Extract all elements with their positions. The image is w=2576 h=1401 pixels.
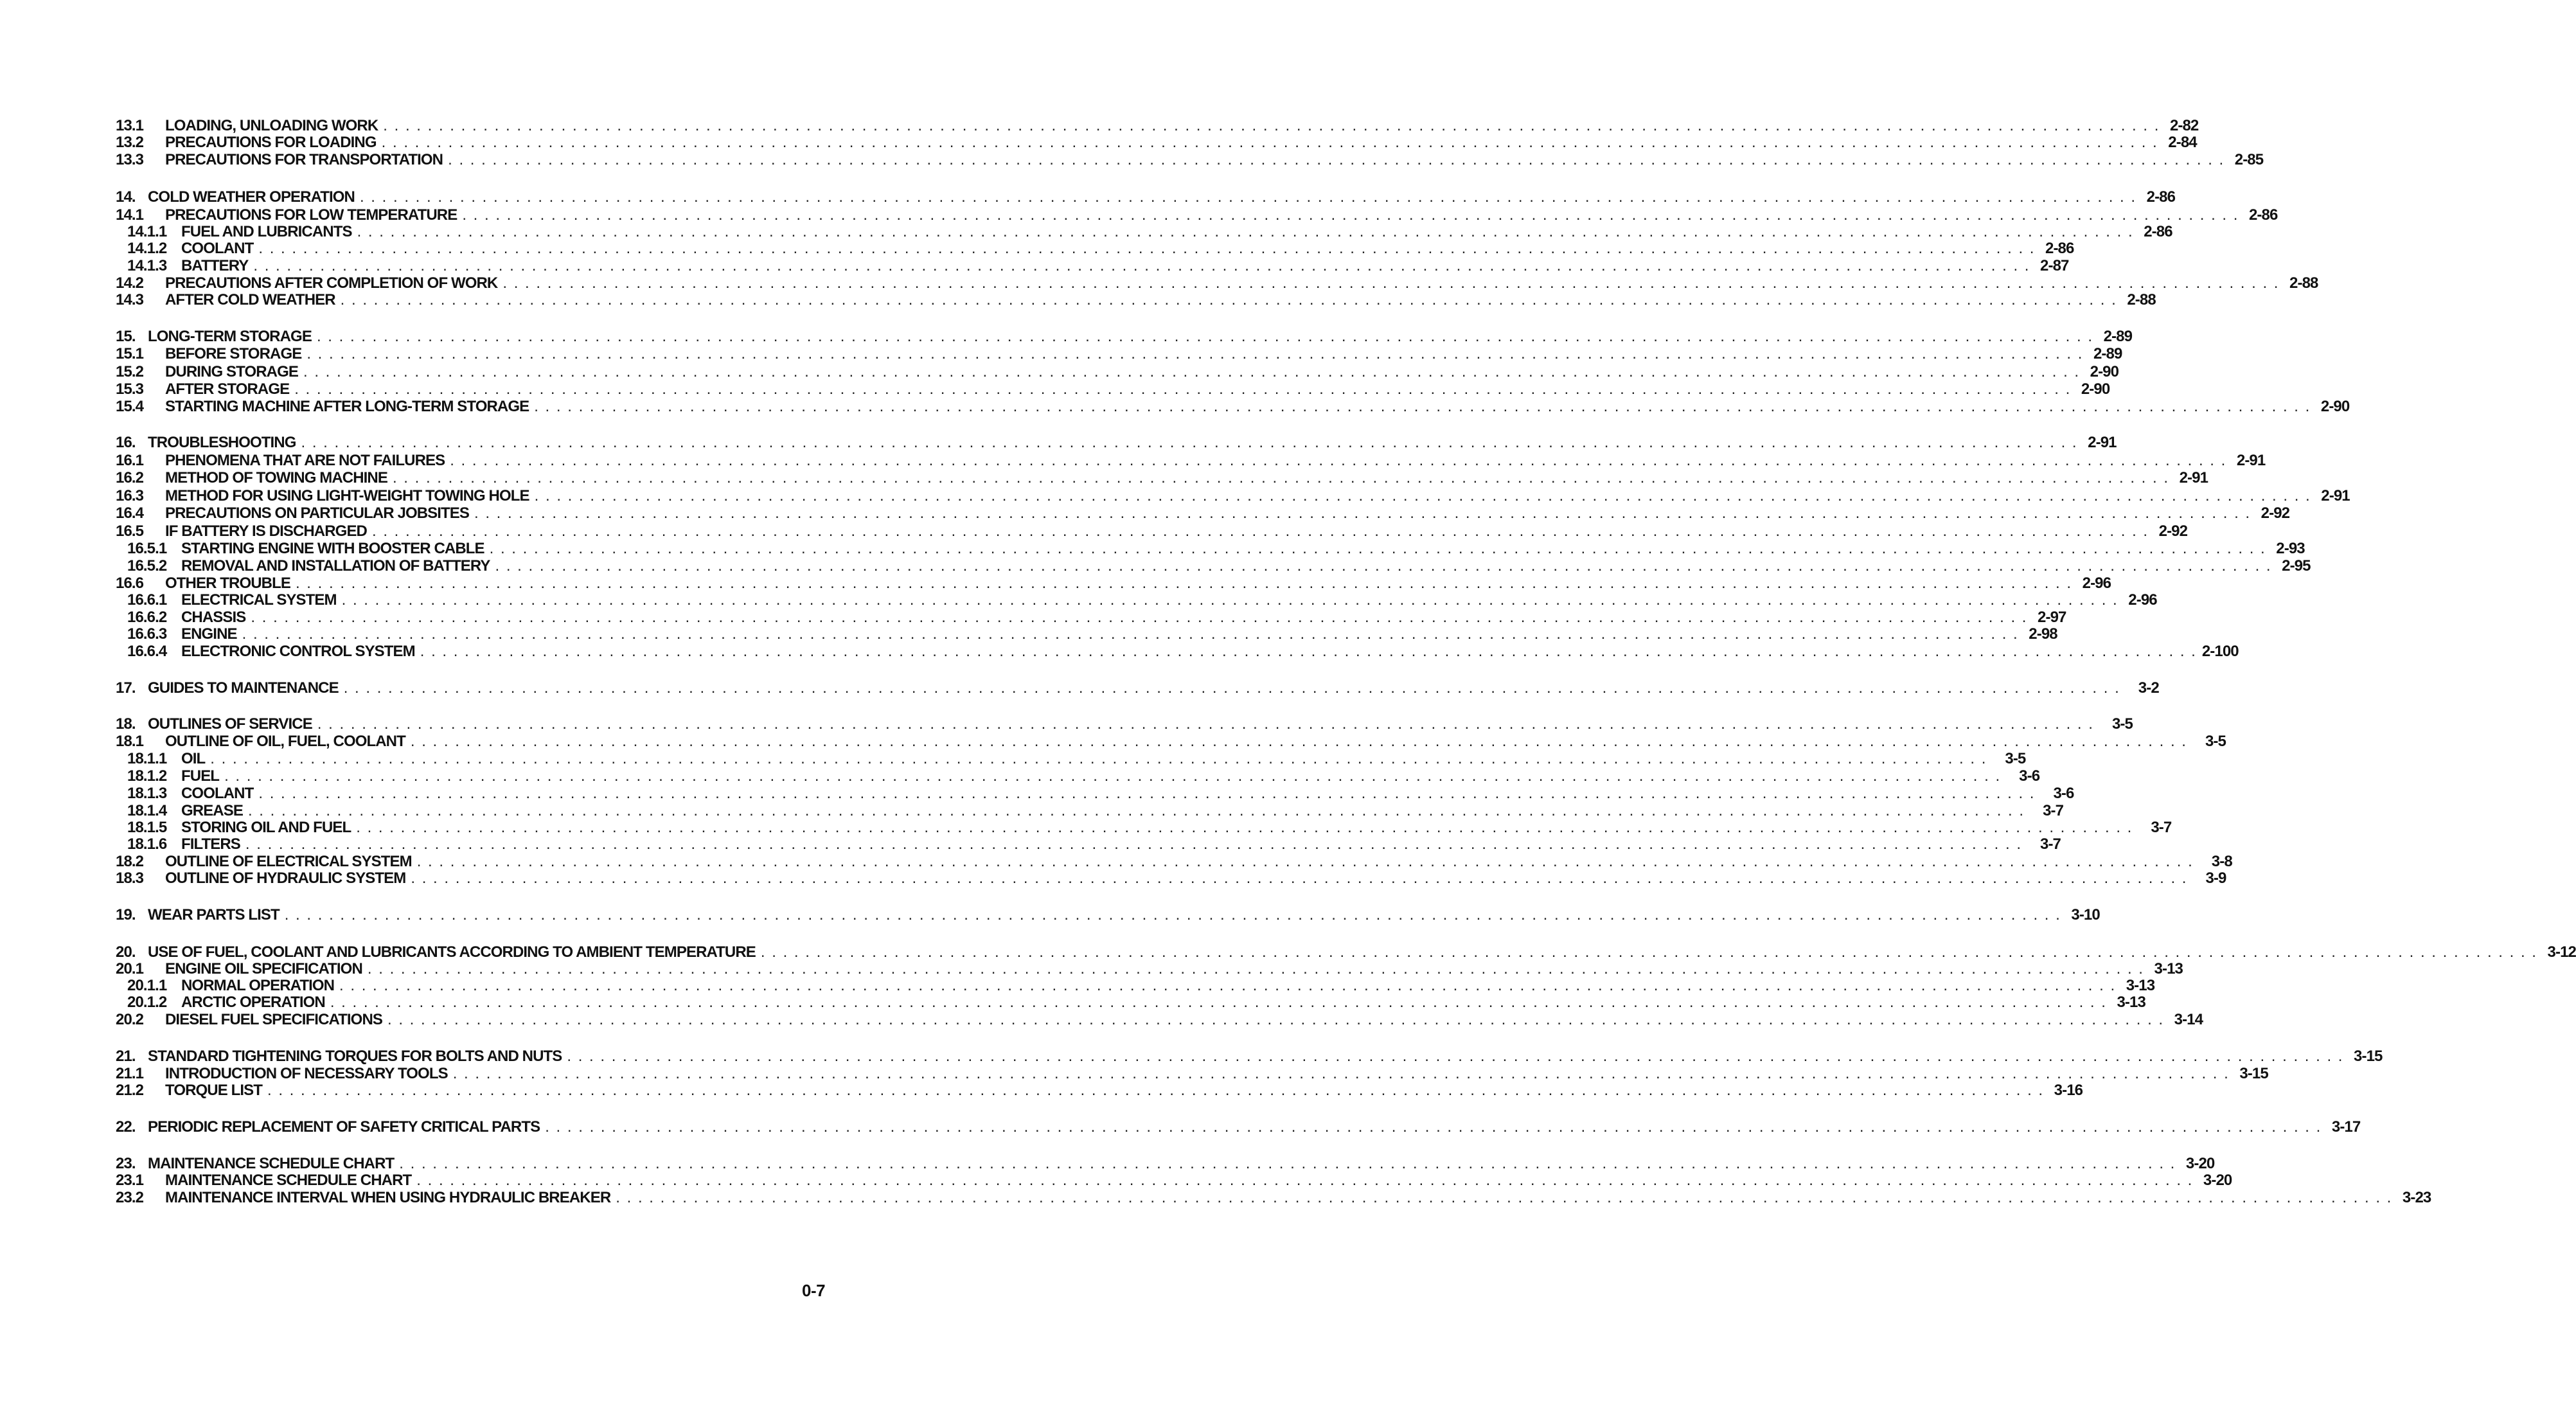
toc-entry-page: 2-84 <box>2168 134 2197 151</box>
toc-entry-number: 18.1.6 <box>127 835 167 853</box>
dot-leader: . . . . . . . . . . . . . . . . . . . . . . . . . . . . . . . . . . . . . . . . . . . . . . . . . . . . . . . . . . . . . . . . . . . . . . . . . . . . . . . . . . . . . . . . . . . . . . . . . . . . . . . . . . . . . . . . . . . . . . . . . . . . . . . . . . . . . . . . . . . . . . . . . . . . . . . . . . . . . . . . <box>317 715 2094 733</box>
toc-entry[interactable] <box>116 363 2119 380</box>
dot-leader: . . . . . . . . . . . . . . . . . . . . . . . . . . . . . . . . . . . . . . . . . . . . . . . . . . . . . . . . . . . . . . . . . . . . . . . . . . . . . . . . . . . . . . . . . . . . . . . . . . . . . . . . . . . . . . . . . . . . . . . . . . . . . . . . . . . . . . . . . . . . . . . . . . . . . . . . . . . . . . . . <box>616 1189 2393 1206</box>
toc-entry-page: 2-91 <box>2236 452 2266 469</box>
toc-entry-number: 13.3 <box>116 151 144 168</box>
toc-entry-title: PERIODIC REPLACEMENT OF SAFETY CRITICAL PARTS <box>148 1118 540 1136</box>
toc-entry-title: FUEL <box>181 767 220 785</box>
toc-entry-title: STORING OIL AND FUEL <box>181 819 351 836</box>
toc-entry[interactable] <box>116 960 2183 977</box>
toc-entry-title: BEFORE STORAGE <box>165 345 302 362</box>
toc-entry-page: 3-13 <box>2117 994 2145 1011</box>
dot-leader: . . . . . . . . . . . . . . . . . . . . . . . . . . . . . . . . . . . . . . . . . . . . . . . . . . . . . . . . . . . . . . . . . . . . . . . . . . . . . . . . . . . . . . . . . . . . . . . . . . . . . . . . . . . . . . . . . . . . . . . . . . . . . . . . . . . . . . . . . . . . . . . . . . . . . . . . . . . . . . . . <box>356 819 2133 836</box>
toc-entry-number: 16.6 <box>116 575 144 592</box>
toc-entry-title: METHOD FOR USING LIGHT-WEIGHT TOWING HOLE <box>165 487 529 504</box>
toc-entry[interactable] <box>127 750 2026 767</box>
toc-entry[interactable] <box>116 398 2350 415</box>
toc-entry-page: 3-15 <box>2354 1048 2383 1065</box>
toc-entry[interactable] <box>127 223 2172 240</box>
dot-leader: . . . . . . . . . . . . . . . . . . . . . . . . . . . . . . . . . . . . . . . . . . . . . . . . . . . . . . . . . . . . . . . . . . . . . . . . . . . . . . . . . . . . . . . . . . . . . . . . . . . . . . . . . . . . . . . . . . . . . . . . . . . . . . . . . . . . . . . . . . . . . . . . . . . . . . . . . . . . . . . . <box>392 469 2170 486</box>
dot-leader: . . . . . . . . . . . . . . . . . . . . . . . . . . . . . . . . . . . . . . . . . . . . . . . . . . . . . . . . . . . . . . . . . . . . . . . . . . . . . . . . . . . . . . . . . . . . . . . . . . . . . . . . . . . . . . . . . . . . . . . . . . . . . . . . . . . . . . . . . . . . . . . . . . . . . . . . . . . . . . . . <box>410 733 2187 750</box>
dot-leader: . . . . . . . . . . . . . . . . . . . . . . . . . . . . . . . . . . . . . . . . . . . . . . . . . . . . . . . . . . . . . . . . . . . . . . . . . . . . . . . . . . . . . . . . . . . . . . . . . . . . . . . . . . . . . . . . . . . . . . . . . . . . . . . . . . . . . . . . . . . . . . . . . . . . . . . . . . . . . . . . <box>253 257 2030 274</box>
toc-entry-title: ENGINE <box>181 625 237 643</box>
toc-entry-title: METHOD OF TOWING MACHINE <box>165 469 387 486</box>
toc-entry[interactable] <box>116 188 2176 206</box>
toc-entry-number: 20. <box>116 943 136 961</box>
toc-entry-page: 2-86 <box>2146 188 2176 206</box>
toc-entry-number: 15.2 <box>116 363 144 380</box>
toc-entry-page: 2-91 <box>2088 434 2117 451</box>
toc-entry-number: 15.1 <box>116 345 144 362</box>
toc-entry[interactable] <box>127 802 2064 819</box>
toc-entry[interactable] <box>127 977 2155 994</box>
toc-entry-number: 14.2 <box>116 274 144 292</box>
toc-entry-title: MAINTENANCE INTERVAL WHEN USING HYDRAULIC BREAKER <box>165 1189 611 1206</box>
toc-entry-title: DIESEL FUEL SPECIFICATIONS <box>165 1011 382 1028</box>
toc-entry-number: 18. <box>116 715 136 733</box>
toc-entry-number: 16.6.4 <box>127 643 167 660</box>
toc-entry[interactable] <box>116 380 2110 398</box>
dot-leader: . . . . . . . . . . . . . . . . . . . . . . . . . . . . . . . . . . . . . . . . . . . . . . . . . . . . . . . . . . . . . . . . . . . . . . . . . . . . . . . . . . . . . . . . . . . . . . . . . . . . . . . . . . . . . . . . . . . . . . . . . . . . . . . . . . . . . . . . . . . . . . . . . . . . . . . . . . . . . . . . <box>267 1082 2045 1099</box>
toc-entry-title: NORMAL OPERATION <box>181 977 335 994</box>
dot-leader: . . . . . . . . . . . . . . . . . . . . . . . . . . . . . . . . . . . . . . . . . . . . . . . . . . . . . . . . . . . . . . . . . . . . . . . . . . . . . . . . . . . . . . . . . . . . . . . . . . . . . . . . . . . . . . . . . . . . . . . . . . . . . . . . . . . . . . . . . . . . . . . . . . . . . . . . . . . . . . . . <box>258 240 2036 257</box>
toc-entry[interactable] <box>116 151 2264 168</box>
toc-entry-title: OUTLINE OF OIL, FUEL, COOLANT <box>165 733 405 750</box>
toc-entry-page: 3-12 <box>2547 943 2576 961</box>
toc-entry-title: PRECAUTIONS ON PARTICULAR JOBSITES <box>165 504 469 522</box>
toc-entry-title: WEAR PARTS LIST <box>148 906 280 924</box>
toc-entry-number: 18.3 <box>116 870 144 887</box>
toc-entry-page: 2-97 <box>2038 609 2066 626</box>
dot-leader: . . . . . . . . . . . . . . . . . . . . . . . . . . . . . . . . . . . . . . . . . . . . . . . . . . . . . . . . . . . . . . . . . . . . . . . . . . . . . . . . . . . . . . . . . . . . . . . . . . . . . . . . . . . . . . . . . . . . . . . . . . . . . . . . . . . . . . . . . . . . . . . . . . . . . . . . . . . . . . . . <box>258 785 2036 802</box>
toc-entry-number: 17. <box>116 679 136 697</box>
toc-entry[interactable] <box>127 609 2066 626</box>
toc-entry-title: ELECTRICAL SYSTEM <box>181 591 337 609</box>
dot-leader: . . . . . . . . . . . . . . . . . . . . . . . . . . . . . . . . . . . . . . . . . . . . . . . . . . . . . . . . . . . . . . . . . . . . . . . . . . . . . . . . . . . . . . . . . . . . . . . . . . . . . . . . . . . . . . . . . . . . . . . . . . . . . . . . . . . . . . . . . . . . . . . . . . . . . . . . . . . . . . . . <box>381 134 2158 151</box>
toc-entry[interactable] <box>127 819 2172 836</box>
toc-entry[interactable] <box>116 452 2266 469</box>
toc-entry-title: AFTER STORAGE <box>165 380 290 398</box>
toc-entry-title: COOLANT <box>181 785 254 802</box>
dot-leader: . . . . . . . . . . . . . . . . . . . . . . . . . . . . . . . . . . . . . . . . . . . . . . . . . . . . . . . . . . . . . . . . . . . . . . . . . . . . . . . . . . . . . . . . . . . . . . . . . . . . . . . . . . . . . . . . . . . . . . . . . . . . . . . . . . . . . . . . . . . . . . . . . . . . . . . . . . . . . . . . <box>330 994 2107 1011</box>
toc-entry-page: 3-23 <box>2402 1189 2431 1206</box>
toc-entry[interactable] <box>116 1118 2361 1136</box>
dot-leader: . . . . . . . . . . . . . . . . . . . . . . . . . . . . . . . . . . . . . . . . . . . . . . . . . . . . . . . . . . . . . . . . . . . . . . . . . . . . . . . . . . . . . . . . . . . . . . . . . . . . . . . . . . . . . . . . . . . . . . . . . . . . . . . . . . . . . . . . . . . . . . . . . . . . . . . . . . . . . . . . <box>301 434 2078 451</box>
dot-leader: . . . . . . . . . . . . . . . . . . . . . . . . . . . . . . . . . . . . . . . . . . . . . . . . . . . . . . . . . . . . . . . . . . . . . . . . . . . . . . . . . . . . . . . . . . . . . . . . . . . . . . . . . . . . . . . . . . . . . . . . . . . . . . . . . . . . . . . . . . . . . . . . . . . . . . . . . . . . . . . . <box>340 291 2117 308</box>
toc-entry-title: OTHER TROUBLE <box>165 575 290 592</box>
toc-entry-page: 3-5 <box>2005 750 2026 767</box>
toc-entry-page: 3-5 <box>2111 715 2133 733</box>
toc-entry-page: 3-5 <box>2205 733 2226 750</box>
toc-entry-page: 2-96 <box>2082 575 2111 592</box>
toc-entry-number: 16.6.3 <box>127 625 167 643</box>
toc-entry-page: 3-6 <box>2053 785 2074 802</box>
dot-leader: . . . . . . . . . . . . . . . . . . . . . . . . . . . . . . . . . . . . . . . . . . . . . . . . . . . . . . . . . . . . . . . . . . . . . . . . . . . . . . . . . . . . . . . . . . . . . . . . . . . . . . . . . . . . . . . . . . . . . . . . . . . . . . . . . . . . . . . . . . . . . . . . . . . . . . . . . . . . . . . . <box>210 750 1987 767</box>
toc-entry[interactable] <box>116 1082 2083 1099</box>
toc-entry[interactable] <box>116 1172 2232 1189</box>
toc-entry-number: 14.1.1 <box>127 223 167 240</box>
toc-entry[interactable] <box>116 117 2199 134</box>
toc-entry[interactable] <box>116 206 2278 224</box>
toc-entry-number: 18.1.1 <box>127 750 167 767</box>
toc-entry-title: PRECAUTIONS FOR TRANSPORTATION <box>165 151 443 168</box>
toc-entry-title: COOLANT <box>181 240 254 257</box>
toc-entry-page: 3-2 <box>2138 679 2159 697</box>
toc-entry-number: 16.6.1 <box>127 591 167 609</box>
toc-entry[interactable] <box>116 522 2188 540</box>
toc-entry-number: 20.1 <box>116 960 144 977</box>
toc-entry-number: 16.5.1 <box>127 540 167 557</box>
toc-entry-number: 20.2 <box>116 1011 144 1028</box>
toc-entry-page: 3-13 <box>2126 977 2155 994</box>
dot-leader: . . . . . . . . . . . . . . . . . . . . . . . . . . . . . . . . . . . . . . . . . . . . . . . . . . . . . . . . . . . . . . . . . . . . . . . . . . . . . . . . . . . . . . . . . . . . . . . . . . . . . . . . . . . . . . . . . . . . . . . . . . . . . . . . . . . . . . . . . . . . . . . . . . . . . . . . . . . . . . . . <box>343 679 2120 697</box>
toc-entry[interactable] <box>116 1065 2268 1082</box>
toc-entry[interactable] <box>116 504 2290 522</box>
toc-entry[interactable] <box>116 733 2226 750</box>
toc-entry[interactable] <box>116 291 2156 308</box>
toc-entry[interactable] <box>116 469 2208 486</box>
toc-entry-page: 2-98 <box>2029 625 2057 643</box>
page-number: 0-7 <box>802 1281 826 1300</box>
toc-entry[interactable] <box>116 345 2122 362</box>
toc-entry-title: COLD WEATHER OPERATION <box>148 188 355 206</box>
toc-entry-title: OUTLINE OF ELECTRICAL SYSTEM <box>165 853 412 870</box>
toc-entry[interactable] <box>116 328 2133 345</box>
toc-entry-title: LONG-TERM STORAGE <box>148 328 312 345</box>
toc-entry-number: 21.2 <box>116 1082 144 1099</box>
toc-entry-title: FILTERS <box>181 835 240 853</box>
toc-entry-page: 2-90 <box>2090 363 2119 380</box>
dot-leader: . . . . . . . . . . . . . . . . . . . . . . . . . . . . . . . . . . . . . . . . . . . . . . . . . . . . . . . . . . . . . . . . . . . . . . . . . . . . . . . . . . . . . . . . . . . . . . . . . . . . . . . . . . . . . . . . . . . . . . . . . . . . . . . . . . . . . . . . . . . . . . . . . . . . . . . . . . . . . . . . <box>284 906 2061 924</box>
toc-entry-page: 3-10 <box>2071 906 2100 924</box>
toc-entry-page: 2-92 <box>2261 504 2290 522</box>
toc-entry[interactable] <box>116 134 2197 151</box>
toc-entry-title: STARTING MACHINE AFTER LONG-TERM STORAGE <box>165 398 529 415</box>
toc-entry-number: 19. <box>116 906 136 924</box>
toc-entry-title: INTRODUCTION OF NECESSARY TOOLS <box>165 1065 448 1082</box>
toc-entry-title: IF BATTERY IS DISCHARGED <box>165 522 367 540</box>
toc-entry[interactable] <box>127 835 2061 853</box>
toc-entry-page: 2-92 <box>2158 522 2188 540</box>
toc-entry-title: ARCTIC OPERATION <box>181 994 325 1011</box>
toc-entry[interactable] <box>127 994 2145 1011</box>
toc-entry[interactable] <box>127 557 2311 575</box>
toc-entry-number: 21. <box>116 1048 136 1065</box>
toc-entry-page: 3-14 <box>2174 1011 2203 1028</box>
toc-entry[interactable] <box>116 715 2133 733</box>
toc-entry-number: 23.1 <box>116 1172 144 1189</box>
toc-entry-page: 2-93 <box>2276 540 2305 557</box>
toc-entry-number: 20.1.2 <box>127 994 167 1011</box>
toc-entry-title: PRECAUTIONS FOR LOW TEMPERATURE <box>165 206 457 224</box>
dot-leader: . . . . . . . . . . . . . . . . . . . . . . . . . . . . . . . . . . . . . . . . . . . . . . . . . . . . . . . . . . . . . . . . . . . . . . . . . . . . . . . . . . . . . . . . . . . . . . . . . . . . . . . . . . . . . . . . . . . . . . . . . . . . . . . . . . . . . . . . . . . . . . . . . . . . . . . . . . . . . . . . <box>452 1065 2230 1082</box>
toc-entry-number: 18.1.2 <box>127 767 167 785</box>
dot-leader: . . . . . . . . . . . . . . . . . . . . . . . . . . . . . . . . . . . . . . . . . . . . . . . . . . . . . . . . . . . . . . . . . . . . . . . . . . . . . . . . . . . . . . . . . . . . . . . . . . . . . . . . . . . . . . . . . . . . . . . . . . . . . . . . . . . . . . . . . . . . . . . . . . . . . . . . . . . . . . . . <box>357 223 2134 240</box>
toc-entry-number: 22. <box>116 1118 136 1136</box>
toc-entry-title: PRECAUTIONS FOR LOADING <box>165 134 377 151</box>
dot-leader: . . . . . . . . . . . . . . . . . . . . . . . . . . . . . . . . . . . . . . . . . . . . . . . . . . . . . . . . . . . . . . . . . . . . . . . . . . . . . . . . . . . . . . . . . . . . . . . . . . . . . . . . . . . . . . . . . . . . . . . . . . . . . . . . . . . . . . . . . . . . . . . . . . . . . . . . . . . . . . . . <box>450 452 2227 469</box>
toc-entry-number: 16.5 <box>116 522 144 540</box>
toc-entry-page: 3-17 <box>2331 1118 2361 1136</box>
toc-entry-page: 2-91 <box>2179 469 2208 486</box>
toc-entry-title: BATTERY <box>181 257 249 274</box>
toc-entry-number: 23.2 <box>116 1189 144 1206</box>
dot-leader: . . . . . . . . . . . . . . . . . . . . . . . . . . . . . . . . . . . . . . . . . . . . . . . . . . . . . . . . . . . . . . . . . . . . . . . . . . . . . . . . . . . . . . . . . . . . . . . . . . . . . . . . . . . . . . . . . . . . . . . . . . . . . . . . . . . . . . . . . . . . . . . . . . . . . . . . . . . . . . . . <box>294 380 2072 398</box>
toc-entry-number: 15.3 <box>116 380 144 398</box>
dot-leader: . . . . . . . . . . . . . . . . . . . . . . . . . . . . . . . . . . . . . . . . . . . . . . . . . . . . . . . . . . . . . . . . . . . . . . . . . . . . . . . . . . . . . . . . . . . . . . . . . . . . . . . . . . . . . . . . . . . . . . . . . . . . . . . . . . . . . . . . . . . . . . . . . . . . . . . . . . . . . . . . <box>303 363 2081 380</box>
toc-entry-page: 3-9 <box>2205 870 2226 887</box>
toc-entry-title: PHENOMENA THAT ARE NOT FAILURES <box>165 452 445 469</box>
dot-leader: . . . . . . . . . . . . . . . . . . . . . . . . . . . . . . . . . . . . . . . . . . . . . . . . . . . . . . . . . . . . . . . . . . . . . . . . . . . . . . . . . . . . . . . . . . . . . . . . . . . . . . . . . . . . . . . . . . . . . . . . . . . . . . . . . . . . . . . . . . . . . . . . . . . . . . . . . . . . . . . . <box>474 504 2252 522</box>
toc-entry-page: 3-20 <box>2185 1155 2215 1172</box>
toc-entry-page: 3-7 <box>2040 835 2061 853</box>
toc-entry-page: 2-100 <box>2201 643 2239 660</box>
toc-entry-title: OUTLINE OF HYDRAULIC SYSTEM <box>165 870 406 887</box>
toc-entry-page: 3-15 <box>2239 1065 2268 1082</box>
toc-entry-number: 16. <box>116 434 136 451</box>
toc-entry-number: 15. <box>116 328 136 345</box>
toc-entry-title: STANDARD TIGHTENING TORQUES FOR BOLTS AND NUTS <box>148 1048 562 1065</box>
toc-entry-title: FUEL AND LUBRICANTS <box>181 223 352 240</box>
dot-leader: . . . . . . . . . . . . . . . . . . . . . . . . . . . . . . . . . . . . . . . . . . . . . . . . . . . . . . . . . . . . . . . . . . . . . . . . . . . . . . . . . . . . . . . . . . . . . . . . . . . . . . . . . . . . . . . . . . . . . . . . . . . . . . . . . . . . . . . . . . . . . . . . . . . . . . . . . . . . . . . . <box>359 188 2137 206</box>
dot-leader: . . . . . . . . . . . . . . . . . . . . . . . . . . . . . . . . . . . . . . . . . . . . . . . . . . . . . . . . . . . . . . . . . . . . . . . . . . . . . . . . . . . . . . . . . . . . . . . . . . . . . . . . . . . . . . . . . . . . . . . . . . . . . . . . . . . . . . . . . . . . . . . . . . . . . . . . . . . . . . . . <box>416 853 2194 870</box>
toc-entry-number: 14.3 <box>116 291 144 308</box>
dot-leader: . . . . . . . . . . . . . . . . . . . . . . . . . . . . . . . . . . . . . . . . . . . . . . . . . . . . . . . . . . . . . . . . . . . . . . . . . . . . . . . . . . . . . . . . . . . . . . . . . . . . . . . . . . . . . . . . . . . . . . . . . . . . . . . . . . . . . . . . . . . . . . . . . . . . . . . . . . . . . . . . <box>416 1172 2194 1189</box>
toc-entry-number: 14. <box>116 188 136 206</box>
toc-entry-page: 3-7 <box>2151 819 2172 836</box>
toc-entry-page: 2-90 <box>2081 380 2110 398</box>
dot-leader: . . . . . . . . . . . . . . . . . . . . . . . . . . . . . . . . . . . . . . . . . . . . . . . . . . . . . . . . . . . . . . . . . . . . . . . . . . . . . . . . . . . . . . . . . . . . . . . . . . . . . . . . . . . . . . . . . . . . . . . . . . . . . . . . . . . . . . . . . . . . . . . . . . . . . . . . . . . . . . . . <box>224 767 2002 785</box>
toc-entry-number: 18.1.4 <box>127 802 167 819</box>
toc-entry[interactable] <box>116 575 2111 592</box>
toc-entry[interactable] <box>116 943 2576 961</box>
toc-entry-number: 16.2 <box>116 469 144 486</box>
toc-entry-number: 18.2 <box>116 853 144 870</box>
toc-entry-page: 2-96 <box>2128 591 2157 609</box>
toc-entry-page: 2-85 <box>2234 151 2264 168</box>
dot-leader: . . . . . . . . . . . . . . . . . . . . . . . . . . . . . . . . . . . . . . . . . . . . . . . . . . . . . . . . . . . . . . . . . . . . . . . . . . . . . . . . . . . . . . . . . . . . . . . . . . . . . . . . . . . . . . . . . . . . . . . . . . . . . . . . . . . . . . . . . . . . . . . . . . . . . . . . . . . . . . . . <box>448 151 2225 168</box>
toc-entry[interactable] <box>116 434 2117 451</box>
toc-entry-number: 14.1.2 <box>127 240 167 257</box>
toc-entry[interactable] <box>127 625 2057 643</box>
toc-entry-number: 21.1 <box>116 1065 144 1082</box>
toc-entry-number: 16.3 <box>116 487 144 504</box>
dot-leader: . . . . . . . . . . . . . . . . . . . . . . . . . . . . . . . . . . . . . . . . . . . . . . . . . . . . . . . . . . . . . . . . . . . . . . . . . . . . . . . . . . . . . . . . . . . . . . . . . . . . . . . . . . . . . . . . . . . . . . . . . . . . . . . . . . . . . . . . . . . . . . . . . . . . . . . . . . . . . . . . <box>420 643 2197 660</box>
dot-leader: . . . . . . . . . . . . . . . . . . . . . . . . . . . . . . . . . . . . . . . . . . . . . . . . . . . . . . . . . . . . . . . . . . . . . . . . . . . . . . . . . . . . . . . . . . . . . . . . . . . . . . . . . . . . . . . . . . . . . . . . . . . . . . . . . . . . . . . . . . . . . . . . . . . . . . . . . . . . . . . . <box>495 557 2272 575</box>
dot-leader: . . . . . . . . . . . . . . . . . . . . . . . . . . . . . . . . . . . . . . . . . . . . . . . . . . . . . . . . . . . . . . . . . . . . . . . . . . . . . . . . . . . . . . . . . . . . . . . . . . . . . . . . . . . . . . . . . . . . . . . . . . . . . . . . . . . . . . . . . . . . . . . . . . . . . . . . . . . . . . . . <box>341 591 2119 609</box>
dot-leader: . . . . . . . . . . . . . . . . . . . . . . . . . . . . . . . . . . . . . . . . . . . . . . . . . . . . . . . . . . . . . . . . . . . . . . . . . . . . . . . . . . . . . . . . . . . . . . . . . . . . . . . . . . . . . . . . . . . . . . . . . . . . . . . . . . . . . . . . . . . . . . . . . . . . . . . . . . . . . . . . <box>489 540 2266 557</box>
toc-entry-page: 2-90 <box>2320 398 2350 415</box>
toc-entry-number: 14.1.3 <box>127 257 167 274</box>
toc-entry[interactable] <box>116 1011 2203 1028</box>
toc-entry-title: REMOVAL AND INSTALLATION OF BATTERY <box>181 557 490 575</box>
dot-leader: . . . . . . . . . . . . . . . . . . . . . . . . . . . . . . . . . . . . . . . . . . . . . . . . . . . . . . . . . . . . . . . . . . . . . . . . . . . . . . . . . . . . . . . . . . . . . . . . . . . . . . . . . . . . . . . . . . . . . . . . . . . . . . . . . . . . . . . . . . . . . . . . . . . . . . . . . . . . . . . . <box>462 206 2239 224</box>
toc-entry-title: LOADING, UNLOADING WORK <box>165 117 378 134</box>
toc-entry-page: 2-86 <box>2045 240 2074 257</box>
dot-leader: . . . . . . . . . . . . . . . . . . . . . . . . . . . . . . . . . . . . . . . . . . . . . . . . . . . . . . . . . . . . . . . . . . . . . . . . . . . . . . . . . . . . . . . . . . . . . . . . . . . . . . . . . . . . . . . . . . . . . . . . . . . . . . . . . . . . . . . . . . . . . . . . . . . . . . . . . . . . . . . . <box>545 1118 2322 1136</box>
dot-leader: . . . . . . . . . . . . . . . . . . . . . . . . . . . . . . . . . . . . . . . . . . . . . . . . . . . . . . . . . . . . . . . . . . . . . . . . . . . . . . . . . . . . . . . . . . . . . . . . . . . . . . . . . . . . . . . . . . . . . . . . . . . . . . . . . . . . . . . . . . . . . . . . . . . . . . . . . . . . . . . . <box>339 977 2117 994</box>
toc-entry-title: MAINTENANCE SCHEDULE CHART <box>148 1155 395 1172</box>
dot-leader: . . . . . . . . . . . . . . . . . . . . . . . . . . . . . . . . . . . . . . . . . . . . . . . . . . . . . . . . . . . . . . . . . . . . . . . . . . . . . . . . . . . . . . . . . . . . . . . . . . . . . . . . . . . . . . . . . . . . . . . . . . . . . . . . . . . . . . . . . . . . . . . . . . . . . . . . . . . . . . . . <box>534 487 2311 504</box>
dot-leader: . . . . . . . . . . . . . . . . . . . . . . . . . . . . . . . . . . . . . . . . . . . . . . . . . . . . . . . . . . . . . . . . . . . . . . . . . . . . . . . . . . . . . . . . . . . . . . . . . . . . . . . . . . . . . . . . . . . . . . . . . . . . . . . . . . . . . . . . . . . . . . . . . . . . . . . . . . . . . . . . <box>295 575 2073 592</box>
dot-leader: . . . . . . . . . . . . . . . . . . . . . . . . . . . . . . . . . . . . . . . . . . . . . . . . . . . . . . . . . . . . . . . . . . . . . . . . . . . . . . . . . . . . . . . . . . . . . . . . . . . . . . . . . . . . . . . . . . . . . . . . . . . . . . . . . . . . . . . . . . . . . . . . . . . . . . . . . . . . . . . . <box>383 117 2160 134</box>
toc-entry[interactable] <box>116 870 2226 887</box>
toc-entry-page: 2-95 <box>2282 557 2311 575</box>
toc-entry-number: 16.6.2 <box>127 609 167 626</box>
toc-entry-number: 16.5.2 <box>127 557 167 575</box>
toc-entry-title: GUIDES TO MAINTENANCE <box>148 679 339 697</box>
toc-entry-number: 16.1 <box>116 452 144 469</box>
toc-entry[interactable] <box>116 853 2232 870</box>
toc-entry[interactable] <box>127 540 2305 557</box>
toc-entry[interactable] <box>116 1048 2383 1065</box>
toc-entry-page: 2-87 <box>2040 257 2069 274</box>
toc-entry-title: ENGINE OIL SPECIFICATION <box>165 960 362 977</box>
toc-entry-number: 23. <box>116 1155 136 1172</box>
dot-leader: . . . . . . . . . . . . . . . . . . . . . . . . . . . . . . . . . . . . . . . . . . . . . . . . . . . . . . . . . . . . . . . . . . . . . . . . . . . . . . . . . . . . . . . . . . . . . . . . . . . . . . . . . . . . . . . . . . . . . . . . . . . . . . . . . . . . . . . . . . . . . . . . . . . . . . . . . . . . . . . . <box>371 522 2149 540</box>
toc-entry[interactable] <box>116 679 2159 697</box>
dot-leader: . . . . . . . . . . . . . . . . . . . . . . . . . . . . . . . . . . . . . . . . . . . . . . . . . . . . . . . . . . . . . . . . . . . . . . . . . . . . . . . . . . . . . . . . . . . . . . . . . . . . . . . . . . . . . . . . . . . . . . . . . . . . . . . . . . . . . . . . . . . . . . . . . . . . . . . . . . . . . . . . <box>306 345 2084 362</box>
toc-entry-number: 18.1.5 <box>127 819 167 836</box>
dot-leader: . . . . . . . . . . . . . . . . . . . . . . . . . . . . . . . . . . . . . . . . . . . . . . . . . . . . . . . . . . . . . . . . . . . . . . . . . . . . . . . . . . . . . . . . . . . . . . . . . . . . . . . . . . . . . . . . . . . . . . . . . . . . . . . . . . . . . . . . . . . . . . . . . . . . . . . . . . . . . . . . <box>316 328 2094 345</box>
toc-entry-number: 16.4 <box>116 504 144 522</box>
toc-entry[interactable] <box>116 274 2318 292</box>
toc-entry[interactable] <box>127 785 2074 802</box>
toc-entry-title: OIL <box>181 750 206 767</box>
toc-entry-title: CHASSIS <box>181 609 246 626</box>
toc-entry[interactable] <box>127 643 2239 660</box>
dot-leader: . . . . . . . . . . . . . . . . . . . . . . . . . . . . . . . . . . . . . . . . . . . . . . . . . . . . . . . . . . . . . . . . . . . . . . . . . . . . . . . . . . . . . . . . . . . . . . . . . . . . . . . . . . . . . . . . . . . . . . . . . . . . . . . . . . . . . . . . . . . . . . . . . . . . . . . . . . . . . . . . <box>247 802 2025 819</box>
toc-entry-page: 3-20 <box>2203 1172 2232 1189</box>
toc-entry-title: OUTLINES OF SERVICE <box>148 715 312 733</box>
dot-leader: . . . . . . . . . . . . . . . . . . . . . . . . . . . . . . . . . . . . . . . . . . . . . . . . . . . . . . . . . . . . . . . . . . . . . . . . . . . . . . . . . . . . . . . . . . . . . . . . . . . . . . . . . . . . . . . . . . . . . . . . . . . . . . . . . . . . . . . . . . . . . . . . . . . . . . . . . . . . . . . . <box>567 1048 2344 1065</box>
toc-entry-number: 14.1 <box>116 206 144 224</box>
dot-leader: . . . . . . . . . . . . . . . . . . . . . . . . . . . . . . . . . . . . . . . . . . . . . . . . . . . . . . . . . . . . . . . . . . . . . . . . . . . . . . . . . . . . . . . . . . . . . . . . . . . . . . . . . . . . . . . . . . . . . . . . . . . . . . . . . . . . . . . . . . . . . . . . . . . . . . . . . . . . . . . . <box>367 960 2144 977</box>
toc-entry-title: AFTER COLD WEATHER <box>165 291 335 308</box>
toc-entry-page: 2-91 <box>2321 487 2350 504</box>
toc-entry-number: 20.1.1 <box>127 977 167 994</box>
toc-entry-page: 3-7 <box>2043 802 2064 819</box>
toc-entry[interactable] <box>127 591 2157 609</box>
toc-entry-title: PRECAUTIONS AFTER COMPLETION OF WORK <box>165 274 498 292</box>
toc-entry-page: 3-8 <box>2211 853 2232 870</box>
dot-leader: . . . . . . . . . . . . . . . . . . . . . . . . . . . . . . . . . . . . . . . . . . . . . . . . . . . . . . . . . . . . . . . . . . . . . . . . . . . . . . . . . . . . . . . . . . . . . . . . . . . . . . . . . . . . . . . . . . . . . . . . . . . . . . . . . . . . . . . . . . . . . . . . . . . . . . . . . . . . . . . . <box>251 609 2028 626</box>
toc-entry-title: USE OF FUEL, COOLANT AND LUBRICANTS ACCORDING TO AMBIENT TEMPERATURE <box>148 943 756 961</box>
toc-entry-title: MAINTENANCE SCHEDULE CHART <box>165 1172 412 1189</box>
toc-entry[interactable] <box>116 906 2100 924</box>
dot-leader: . . . . . . . . . . . . . . . . . . . . . . . . . . . . . . . . . . . . . . . . . . . . . . . . . . . . . . . . . . . . . . . . . . . . . . . . . . . . . . . . . . . . . . . . . . . . . . . . . . . . . . . . . . . . . . . . . . . . . . . . . . . . . . . . . . . . . . . . . . . . . . . . . . . . . . . . . . . . . . . . <box>245 835 2023 853</box>
toc-entry-number: 15.4 <box>116 398 144 415</box>
toc-entry-page: 3-16 <box>2054 1082 2083 1099</box>
toc-entry[interactable] <box>127 257 2069 274</box>
toc-entry-title: TROUBLESHOOTING <box>148 434 296 451</box>
toc-entry-number: 13.1 <box>116 117 144 134</box>
dot-leader: . . . . . . . . . . . . . . . . . . . . . . . . . . . . . . . . . . . . . . . . . . . . . . . . . . . . . . . . . . . . . . . . . . . . . . . . . . . . . . . . . . . . . . . . . . . . . . . . . . . . . . . . . . . . . . . . . . . . . . . . . . . . . . . . . . . . . . . . . . . . . . . . . . . . . . . . . . . . . . . . <box>411 870 2188 887</box>
toc-entry-title: TORQUE LIST <box>165 1082 262 1099</box>
toc-entry-page: 2-86 <box>2248 206 2278 224</box>
toc-entry-page: 2-88 <box>2289 274 2318 292</box>
toc-entry[interactable] <box>116 487 2350 504</box>
toc-entry-number: 18.1 <box>116 733 144 750</box>
toc-entry[interactable] <box>116 1155 2215 1172</box>
dot-leader: . . . . . . . . . . . . . . . . . . . . . . . . . . . . . . . . . . . . . . . . . . . . . . . . . . . . . . . . . . . . . . . . . . . . . . . . . . . . . . . . . . . . . . . . . . . . . . . . . . . . . . . . . . . . . . . . . . . . . . . . . . . . . . . . . . . . . . . . . . . . . . . . . . . . . . . . . . . . . . . . <box>534 398 2311 415</box>
toc-entry-page: 2-82 <box>2169 117 2199 134</box>
dot-leader: . . . . . . . . . . . . . . . . . . . . . . . . . . . . . . . . . . . . . . . . . . . . . . . . . . . . . . . . . . . . . . . . . . . . . . . . . . . . . . . . . . . . . . . . . . . . . . . . . . . . . . . . . . . . . . . . . . . . . . . . . . . . . . . . . . . . . . . . . . . . . . . . . . . . . . . . . . . . . . . . <box>502 274 2280 292</box>
toc-entry-page: 2-89 <box>2093 345 2122 362</box>
dot-leader: . . . . . . . . . . . . . . . . . . . . . . . . . . . . . . . . . . . . . . . . . . . . . . . . . . . . . . . . . . . . . . . . . . . . . . . . . . . . . . . . . . . . . . . . . . . . . . . . . . . . . . . . . . . . . . . . . . . . . . . . . . . . . . . . . . . . . . . . . . . . . . . . . . . . . . . . . . . . . . . . <box>399 1155 2176 1172</box>
toc-entry-title: STARTING ENGINE WITH BOOSTER CABLE <box>181 540 484 557</box>
toc-entry[interactable] <box>116 1189 2431 1206</box>
dot-leader: . . . . . . . . . . . . . . . . . . . . . . . . . . . . . . . . . . . . . . . . . . . . . . . . . . . . . . . . . . . . . . . . . . . . . . . . . . . . . . . . . . . . . . . . . . . . . . . . . . . . . . . . . . . . . . . . . . . . . . . . . . . . . . . . . . . . . . . . . . . . . . . . . . . . . . . . . . . . . . . . <box>242 625 2019 643</box>
toc-entry-title: ELECTRONIC CONTROL SYSTEM <box>181 643 415 660</box>
toc-entry-number: 18.1.3 <box>127 785 167 802</box>
toc-entry-page: 2-89 <box>2103 328 2133 345</box>
toc-entry[interactable] <box>127 767 2040 785</box>
toc-entry-title: DURING STORAGE <box>165 363 298 380</box>
toc-entry-page: 2-86 <box>2144 223 2172 240</box>
toc-entry[interactable] <box>127 240 2074 257</box>
toc-entry-page: 3-13 <box>2154 960 2183 977</box>
toc-entry-title: GREASE <box>181 802 243 819</box>
dot-leader: . . . . . . . . . . . . . . . . . . . . . . . . . . . . . . . . . . . . . . . . . . . . . . . . . . . . . . . . . . . . . . . . . . . . . . . . . . . . . . . . . . . . . . . . . . . . . . . . . . . . . . . . . . . . . . . . . . . . . . . . . . . . . . . . . . . . . . . . . . . . . . . . . . . . . . . . . . . . . . . . <box>760 943 2537 961</box>
toc-entry-number: 13.2 <box>116 134 144 151</box>
dot-leader: . . . . . . . . . . . . . . . . . . . . . . . . . . . . . . . . . . . . . . . . . . . . . . . . . . . . . . . . . . . . . . . . . . . . . . . . . . . . . . . . . . . . . . . . . . . . . . . . . . . . . . . . . . . . . . . . . . . . . . . . . . . . . . . . . . . . . . . . . . . . . . . . . . . . . . . . . . . . . . . . <box>387 1011 2165 1028</box>
toc-entry-page: 3-6 <box>2019 767 2040 785</box>
toc-entry-page: 2-88 <box>2127 291 2156 308</box>
